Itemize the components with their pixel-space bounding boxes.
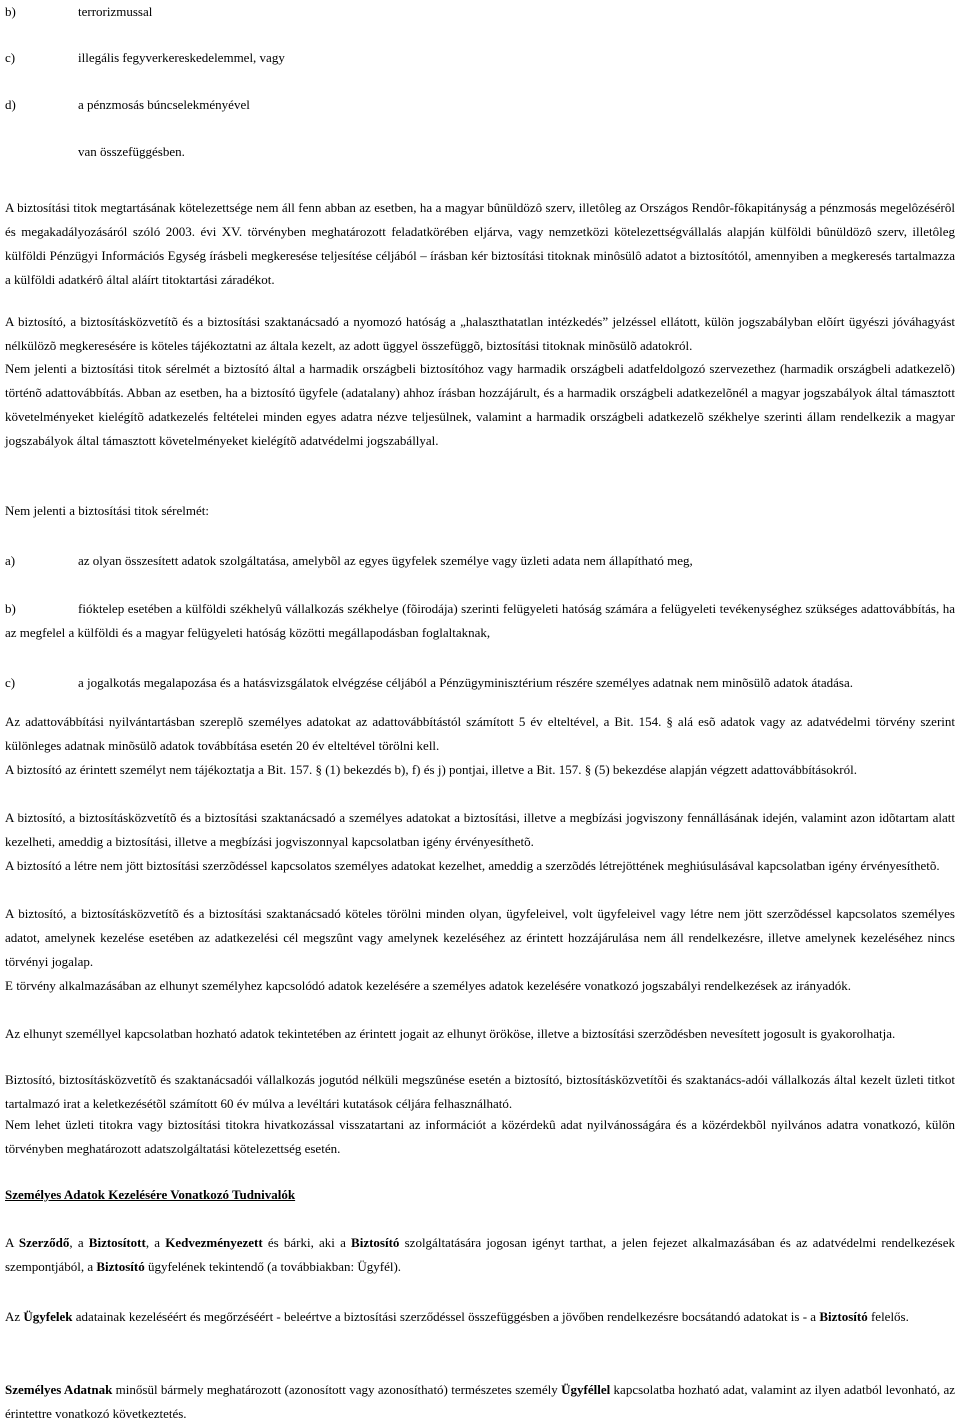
term-ugyfelek: Ügyfelek (23, 1309, 73, 1324)
list-label: c) (5, 50, 16, 65)
list-item (5, 671, 955, 695)
retention-paragraph: Az adattovábbítási nyilvántartásban szereplõ személyes adatokat az adattovábbítástól számított 5 év elteltével, a Bit. 154. § alá esõ adatok vagy az adatvédelmi törvény szerint különleges adatnak minõsülõ adatok továbbítása esetén 20 év elteltével törölni kell. (5, 714, 955, 753)
list-label: d) (5, 97, 16, 112)
section-paragraph-1 (5, 1231, 955, 1279)
list-item (5, 549, 955, 573)
text-run: , a (69, 1235, 89, 1250)
paragraph-exception-1: A biztosítási titok megtartásának kötelezettsége nem áll fenn abban az esetben, ha a magyar bûnüldözô szerv, illetôleg az Országos Rendôr-fôkapitányság a pénzmosás megelôzésérôl és megakadályozásáról szóló 2003. évi XV. törvényben meghatározott feladatkörében eljárva, vagy nemzetközi kötelezettségvállalás alapján külföldi bûnüldözô szerv, illetôleg külföldi Pénzügyi Információs Egység írásbeli megkeresése teljesítése céljából – írásban kér biztosítási titoknak minôsülô adatot a biztosítótól, amennyiben a megkeresés tartalmazza a külföldi adatkérô által aláírt titoktartási záradékot. (5, 200, 955, 287)
retention-paragraph: A biztosító, a biztosításközvetítõ és a biztosítási szaktanácsadó köteles törölni minden olyan, ügyfeleivel, volt ügyfeleivel vagy létre nem jött szerzõdéssel kapcsolatos személyes adatot, amelynek kezelése esetében az adatkezelési cél megszûnt vagy amelynek kezeléséhez az érintett hozzájárulása nem áll rendelkezésre, illetve amelynek kezeléséhez nincs törvényi jogalap. (5, 906, 955, 969)
text-run: , a (145, 1235, 166, 1250)
text-run: minősül bármely meghatározott (azonosított vagy azonosítható) természetes személy (112, 1382, 562, 1397)
list-label: b) (5, 601, 16, 616)
text-run: A (5, 1235, 19, 1250)
list-item (5, 93, 955, 117)
term-biztosito: Biztosító (96, 1259, 145, 1274)
term-biztosito: Biztosító (351, 1235, 400, 1250)
list-text: fióktelep esetében a külföldi székhelyû vállalkozás székhelye (fõirodája) szerinti felügyeleti hatóság számára a felügyeleti tevékenységhez szükséges adattovábbítás, ha az megfelel a külföldi és a magyar felügyeleti hatóság közötti megállapodásban foglaltaknak, (5, 601, 955, 640)
text-run: adatainak kezeléséért és megőrzéséért - beleértve a biztosítási szerződéssel összefüggésben a jövőben rendelkezésre bocsátandó adatokat is - a (72, 1309, 820, 1324)
text-run: ügyfelének tekintendő (a továbbiakban: Ügyfél). (144, 1259, 402, 1274)
retention-paragraph: A biztosító, a biztosításközvetítõ és a biztosítási szaktanácsadó a személyes adatokat a biztosítási, illetve a megbízási jogviszony fennállásának idején, valamint azon idõtartam alatt kezelheti, ameddig a biztosítási, illetve a megbízási jogviszonnyal kapcsolatban igény érvényesíthetõ. (5, 810, 955, 849)
text-run: kapcsolatba hozható adat, valamint az ilyen adatból levonható, az érintettre vonatkozó következtetés. (5, 1382, 956, 1421)
retention-paragraph: Az elhunyt személlyel kapcsolatban hozható adatok tekintetében az érintett jogait az elhunyt örököse, illetve a biztosítási szerzõdésben nevesített jogosult is gyakorolhatja. (5, 1026, 896, 1041)
text-run: Az (5, 1309, 24, 1324)
list-item (5, 597, 955, 645)
list-text: a pénzmosás búncselekményével (78, 97, 250, 112)
list-label: c) (5, 675, 16, 690)
term-ugyfellel: Ügyféllel (561, 1382, 611, 1397)
retention-paragraph: A biztosító az érintett személyt nem tájékoztatja a Bit. 157. § (1) bekezdés b), f) és j) pontjai, illetve a Bit. 157. § (5) bekezdése alapján végzett adattovábbításokról. (5, 762, 857, 777)
retention-paragraph: Nem lehet üzleti titokra vagy biztosítási titokra hivatkozással visszatartani az információt a közérdekû adat nyilvánosságára és a közérdekbõl nyilvános adatra vonatkozó, külön törvényben meghatározott adatszolgáltatási kötelezettség esetén. (5, 1117, 955, 1156)
list-text: a jogalkotás megalapozása és a hatásvizsgálatok elvégzése céljából a Pénzügyminisztérium részére személyes adatnak nem minõsülõ adatok átadása. (78, 675, 853, 690)
section-paragraph-3 (5, 1378, 955, 1426)
not-violation-intro: Nem jelenti a biztosítási titok sérelmét: (5, 503, 209, 518)
section-heading: Személyes Adatok Kezelésére Vonatkozó Tudnivalók (5, 1187, 296, 1202)
list-text: terrorizmussal (78, 4, 153, 19)
section-paragraph-2 (5, 1305, 955, 1329)
text-run: szolgáltatására jogosan igényt tarthat, a jelen fejezet alkalmazásában és az adatvédelmi rendelkezések szempontjából, a (5, 1235, 955, 1274)
term-szerzodo: Szerződő (18, 1235, 70, 1250)
list-item (5, 46, 955, 70)
retention-paragraph: A biztosító a létre nem jött biztosítási szerzõdéssel kapcsolatos személyes adatokat kezelhet, ameddig a szerzõdés létrejöttének meghiúsulásával kapcsolatban igény érvényesíthetõ. (5, 858, 940, 873)
term-szemelyes-adatnak: Személyes Adatnak (5, 1382, 113, 1397)
retention-paragraph: Biztosító, biztosításközvetítõ és szaktanácsadói vállalkozás jogutód nélküli megszûnése esetén a biztosító, biztosításközvetítõi és szaktanács-adói vállalkozás által kezelt üzleti titkot tartalmazó irat a keletkezésétõl számított 60 év múlva a levéltári kutatások céljára felhasználható. (5, 1072, 955, 1111)
paragraph-exception-2: A biztosító, a biztosításközvetítõ és a biztosítási szaktanácsadó a nyomozó hatóság a „halaszthatatlan intézkedés” jelzéssel ellátott, külön jogszabályban elõírt ügyészi jóváhagyást nélkülözõ megkeresésére is köteles tájékoztatni az általa kezelt, az adott üggyel összefüggõ, biztosítási titoknak minõsülõ adatokról. (5, 314, 955, 353)
list-item (5, 0, 955, 24)
list-text: illegális fegyverkereskedelemmel, vagy (78, 50, 285, 65)
list-text: az olyan összesített adatok szolgáltatása, amelybõl az egyes ügyfelek személye vagy üzleti adata nem állapítható meg, (78, 553, 693, 568)
term-biztosito: Biztosító (819, 1309, 868, 1324)
term-biztositott: Biztosított (88, 1235, 146, 1250)
list-label: a) (5, 553, 16, 568)
term-kedvezmenyezett: Kedvezményezett (165, 1235, 263, 1250)
text-run: és bárki, aki a (262, 1235, 352, 1250)
text-run: felelős. (867, 1309, 909, 1324)
retention-paragraph: E törvény alkalmazásában az elhunyt személyhez kapcsolódó adatok kezelésére a személyes adatok kezelésére vonatkozó jogszabályi rendelkezések az irányadók. (5, 978, 852, 993)
paragraph-exception-3: Nem jelenti a biztosítási titok sérelmét a biztosító által a harmadik országbeli biztosítóhoz vagy harmadik országbeli adatfeldolgozó szervezethez (harmadik országbeli adatkezelõ) történõ adattovábbítás. Abban az esetben, ha a biztosító ügyfele (adatalany) ahhoz írásban hozzájárult, és a harmadik országbeli adatkezelõnél a magyar jogszabályok által támasztott követelményeket kielégítõ adatkezelés feltételei minden egyes adatra nézve teljesülnek, valamint a harmadik országbeli adatkezelõ székhelye szerinti állam rendelkezik a magyar jogszabályok által támasztott követelményeket kielégítõ adatvédelmi jogszabállyal. (5, 361, 955, 448)
list-label: b) (5, 4, 16, 19)
list-tail: van összefüggésben. (78, 144, 185, 159)
